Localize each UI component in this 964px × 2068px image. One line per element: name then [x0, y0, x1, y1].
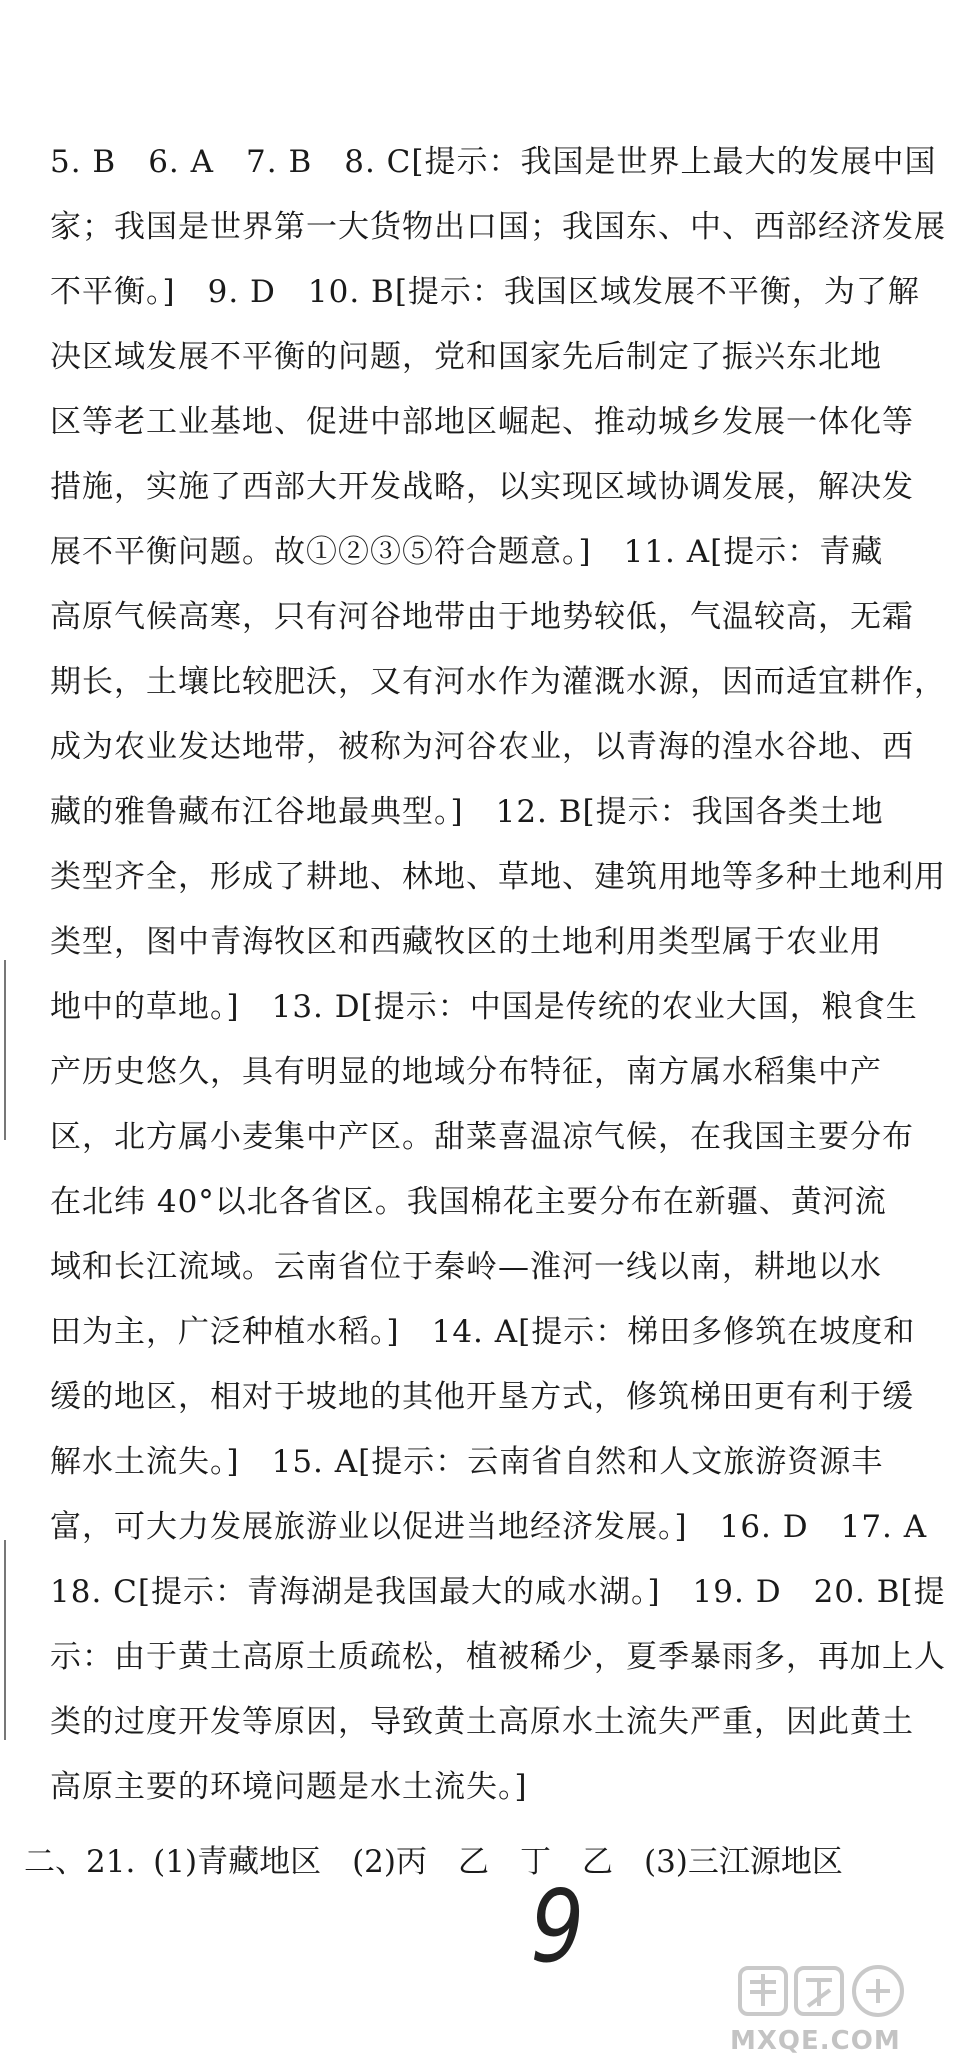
answer-line: 富，可大力发展旅游业以促进当地经济发展。] 16. D 17. A	[50, 1509, 928, 1545]
margin-rule-lower	[4, 1540, 6, 1740]
answer-line: 高原主要的环境问题是水土流失。]	[50, 1769, 528, 1805]
answer-line: 类的过度开发等原因，导致黄土高原水土流失严重，因此黄土	[50, 1704, 914, 1740]
handwritten-page-number: 9	[530, 1868, 585, 1985]
answer-line: 不平衡。] 9. D 10. B[提示：我国区域发展不平衡，为了解	[50, 274, 920, 310]
answer-line: 5. B 6. A 7. B 8. C[提示：我国是世界上最大的发展中国	[50, 144, 937, 180]
watermark-emblem-icon	[730, 1960, 954, 2026]
answer-line: 产历史悠久，具有明显的地域分布特征，南方属水稻集中产	[50, 1054, 882, 1090]
answer-line: 区，北方属小麦集中产区。甜菜喜温凉气候，在我国主要分布	[50, 1119, 914, 1155]
answer-line: 示：由于黄土高原土质疏松，植被稀少，夏季暴雨多，再加上人	[50, 1639, 946, 1675]
answer-line: 解水土流失。] 15. A[提示：云南省自然和人文旅游资源丰	[50, 1444, 884, 1480]
answer-line: 期长，土壤比较肥沃，又有河水作为灌溉水源，因而适宜耕作，	[50, 664, 946, 700]
answer-line: 田为主，广泛种植水稻。] 14. A[提示：梯田多修筑在坡度和	[50, 1314, 916, 1350]
answer-line: 决区域发展不平衡的问题，党和国家先后制定了振兴东北地	[50, 339, 882, 375]
answer-line: 域和长江流域。云南省位于秦岭—淮河一线以南，耕地以水	[50, 1249, 882, 1285]
answer-line: 18. C[提示：青海湖是我国最大的咸水湖。] 19. D 20. B[提	[50, 1574, 946, 1610]
answer-line: 缓的地区，相对于坡地的其他开垦方式，修筑梯田更有利于缓	[50, 1379, 914, 1415]
answer-line: 藏的雅鲁藏布江谷地最典型。] 12. B[提示：我国各类土地	[50, 794, 884, 830]
answer-line: 高原气候高寒，只有河谷地带由于地势较低，气温较高，无霜	[50, 599, 914, 635]
watermark-logo	[730, 1960, 954, 2060]
answer-line: 地中的草地。] 13. D[提示：中国是传统的农业大国，粮食生	[50, 989, 918, 1025]
margin-rule-upper	[4, 960, 6, 1140]
answer-line: 成为农业发达地带，被称为河谷农业，以青海的湟水谷地、西	[50, 729, 914, 765]
answer-line: 类型齐全，形成了耕地、林地、草地、建筑用地等多种土地利用	[50, 859, 946, 895]
answer-line: 家；我国是世界第一大货物出口国；我国东、中、西部经济发展	[50, 209, 946, 245]
answer-line: 区等老工业基地、促进中部地区崛起、推动城乡发展一体化等	[50, 404, 914, 440]
answer-line: 类型，图中青海牧区和西藏牧区的土地利用类型属于农业用	[50, 924, 882, 960]
answer-line: 展不平衡问题。故①②③⑤符合题意。] 11. A[提示：青藏	[50, 534, 884, 570]
answer-line: 措施，实施了西部大开发战略，以实现区域协调发展，解决发	[50, 469, 914, 505]
answer-line: 在北纬 40°以北各省区。我国棉花主要分布在新疆、黄河流	[50, 1184, 887, 1220]
section-two-answers: 二、21. (1)青藏地区 (2)丙 乙 丁 乙 (3)三江源地区	[24, 1844, 843, 1880]
watermark-text: MXQE.COM	[730, 2026, 901, 2056]
